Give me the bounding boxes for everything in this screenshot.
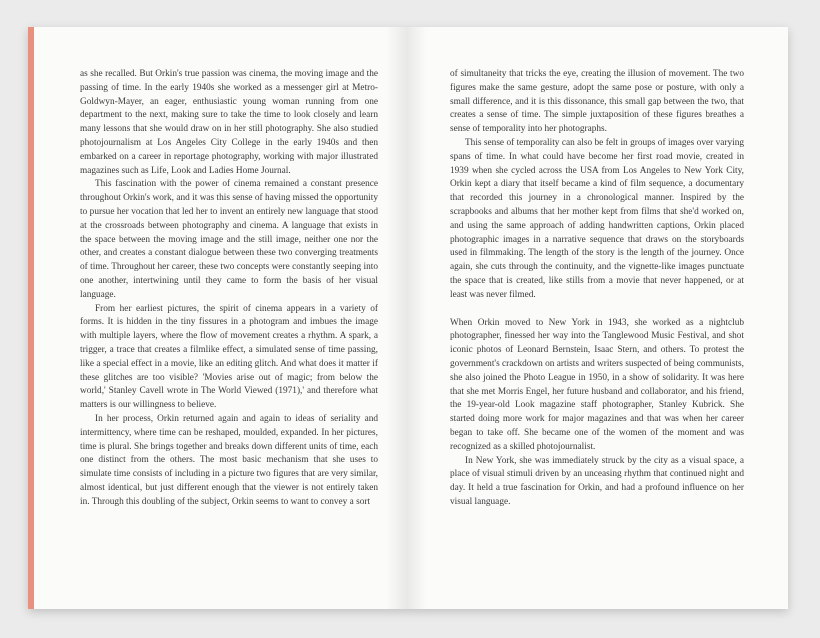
right-page-text (450, 68, 744, 510)
paragraph: as she recalled. But Orkin's true passion was cinema, the moving image and the passing of time. In the early 1940s she worked as a messenger girl at Metro-Goldwyn-Mayer, an eager, enthusiastic young woman running from one department to the next, making sure to take the time to look closely and learn many lessons that she would draw on in her still photography. She also studied photojournalism at Los Angeles City College in the early 1940s and then embarked on a career in reportage photography, working with major illustrated magazines such as Life, Look and Ladies Home Journal. (80, 69, 378, 176)
paragraph: This sense of temporality can also be felt in groups of images over varying spans of time. In what could have become her first road movie, created in 1939 when she cycled across the USA from Los Angeles to New York City, Orkin kept a diary that itself became a kind of film sequence, a documentary that recorded this journey in a chronological manner. Inspired by the scrapbooks and albums that her mother kept from films that she'd worked on, and using the same approach of adding handwritten captions, Orkin placed photographic images in a narrative sequence that draws on the storyboards used in filmmaking. The length of the story is the length of the journey. Once again, she cuts through the continuity, and the vignette-like images punctuate the space that is created, like stills from a movie that never happened, or at least was never filmed. (450, 137, 744, 300)
right-page (408, 27, 788, 609)
gutter-shadow (386, 27, 408, 609)
left-page-text (80, 68, 378, 510)
paragraph: of simultaneity that tricks the eye, creating the illusion of movement. The two figures make the same gesture, adopt the same pose or posture, with only a small difference, and it is this dissonance, this small gap between the two, that creates a sense of time. The simple juxtaposition of these figures breathes a sense of temporality into her photographs. (450, 69, 744, 135)
left-page (28, 27, 408, 609)
paragraph: When Orkin moved to New York in 1943, she worked as a nightclub photographer, finessed her way into the Tanglewood Music Festival, and shot iconic photos of Leonard Bernstein, Isaac Stern, and others. To protest the government's crackdown on artists and writers suspected of being communists, she also joined the Photo League in 1950, in a show of solidarity. It was here that she met Morris Engel, her future husband and collaborator, and his friend, the 19-year-old Look magazine staff photographer, Stanley Kubrick. She started doing more work for major magazines and that was when her career began to take off. She became one of the women of the moment and was recognized as a skilled photojournalist. (450, 317, 744, 452)
paragraph: From her earliest pictures, the spirit of cinema appears in a variety of forms. It is hidden in the tiny fissures in a photogram and imbues the image with multiple layers, where the flow of movement creates a rhythm. A spark, a trigger, a trace that creates a filmlike effect, a simulated sense of time passing, like a special effect in a movie, like an editing glitch. And what does it matter if these glitches are too visible? 'Movies arise out of magic; from below the world,' Stanley Cavell wrote in The World Viewed (1971),' and therefore what matters is our willingness to believe. (80, 303, 378, 411)
paragraph: In her process, Orkin returned again and again to ideas of seriality and intermittency, where time can be reshaped, moulded, expanded. In her pictures, time is plural. She brings together and breaks down different units of time, each one distinct from the others. The most basic mechanism that she uses to simulate time consists of including in a picture two figures that are very similar, almost identical, but just different enough that the viewer is not entirely taken in. Through this doubling of the subject, Orkin seems to want to convey a sort (80, 413, 378, 507)
open-book (28, 27, 788, 609)
paragraph: In New York, she was immediately struck by the city as a visual space, a place of visual stimuli driven by an unceasing rhythm that continued night and day. It held a true fascination for Orkin, and had a profound influence on her visual language. (450, 455, 744, 507)
paragraph: This fascination with the power of cinema remained a constant presence throughout Orkin's work, and it was this sense of having missed the opportunity to pursue her vocation that led her to invent an entirely new language that stood at the crossroads between photography and cinema. A language that exists in the space between the moving image and the still image, neither one nor the other, and creates a constant dialogue between these two converging treatments of time. Throughout her career, these two concepts were constantly seeping into one another, intertwining until they came to form the basis of her visual language. (80, 179, 378, 300)
gutter-shadow (408, 27, 426, 609)
